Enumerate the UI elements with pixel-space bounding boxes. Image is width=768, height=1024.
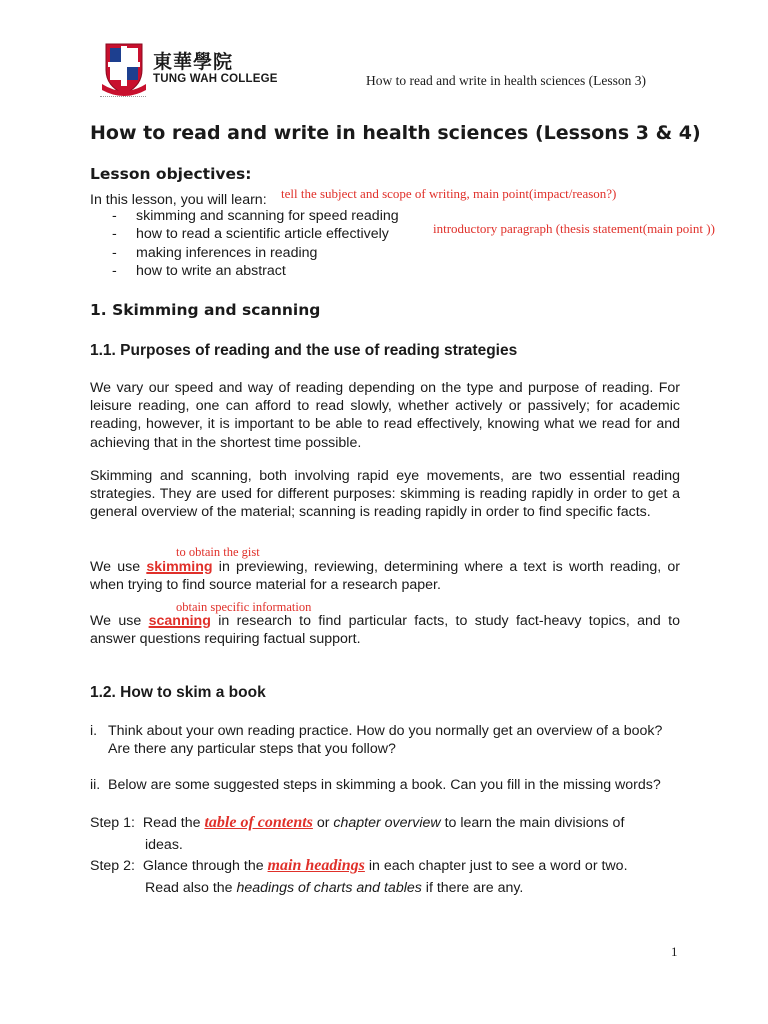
step-2-cont: Read also the headings of charts and tables if there are any. [145,880,524,896]
filled-answer: table of contents [204,814,313,831]
objectives-list [112,207,399,280]
objectives-heading: Lesson objectives: [90,165,252,183]
page-number: 1 [671,944,678,959]
question-number: ii. [90,777,101,793]
annotation-intro-paragraph: introductory paragraph (thesis statement(main point )) [433,221,715,236]
crest-icon [100,40,148,98]
annotation-scope: tell the subject and scope of writing, main point(impact/reason?) [281,186,617,201]
list-item: - how to read a scientific article effectively [112,226,389,243]
question-number: i. [90,723,98,739]
step-label: Step 2: [90,858,135,874]
logo-en: TUNG WAH COLLEGE [153,73,278,85]
step-1: Step 1: Read the table of contents or chapter overview to learn the main divisions of [90,814,625,831]
filled-answer: main headings [267,857,365,874]
subsection-heading: 1.2. How to skim a book [90,684,266,701]
step-label: Step 1: [90,815,135,831]
annotation-gist: to obtain the gist [176,545,260,559]
running-header: How to read and write in health sciences (Lesson 3) [366,73,647,88]
paragraph-reading-purpose: We vary our speed and way of reading depending on the type and purpose of reading. For leisure reading, one can afford to read slowly, whether actively or passively; for academic reading, however, it is important to be able to read effectively, knowing what we read for and achieving that in the shortest time possible. [90,380,680,451]
step-1-cont: ideas. [145,837,183,853]
paragraph-skimming: We use skimming in previewing, reviewing, determining where a text is worth reading, or when trying to find source material for a research paper. [90,559,680,594]
paragraph-scanning: We use scanning in research to find particular facts, to study fact-heavy topics, and to answer questions requiring factual support. [90,613,680,648]
subsection-heading: 1.1. Purposes of reading and the use of reading strategies [90,342,518,359]
keyword-scanning: scanning [148,613,211,629]
section-heading: 1. Skimming and scanning [90,301,321,319]
annotation-specific-info: obtain specific information [176,600,312,614]
college-logo [100,40,148,98]
list-item: - making inferences in reading [112,244,318,261]
list-item: - skimming and scanning for speed reading [112,208,399,224]
list-item: - how to write an abstract [112,262,286,279]
objectives-intro: In this lesson, you will learn: [90,192,267,208]
paragraph-skim-scan: Skimming and scanning, both involving rapid eye movements, are two essential reading strategies. They are used for different purposes: skimming is reading rapidly in order to get a general overview of the material; scanning is reading rapidly in order to find specific facts. [90,468,680,521]
logo-cn: 東華學院 [153,51,234,73]
question-text: Think about your own reading practice. How do you normally get an overview of a book? Are there any particular steps that you follow? [108,723,663,757]
logo-tagline [100,96,146,100]
step-2: Step 2: Glance through the main headings in each chapter just to see a word or two. [90,857,628,874]
question-text: Below are some suggested steps in skimming a book. Can you fill in the missing words? [108,777,661,793]
page-title: How to read and write in health sciences (Lessons 3 & 4) [90,122,701,144]
keyword-skimming: skimming [146,559,213,575]
